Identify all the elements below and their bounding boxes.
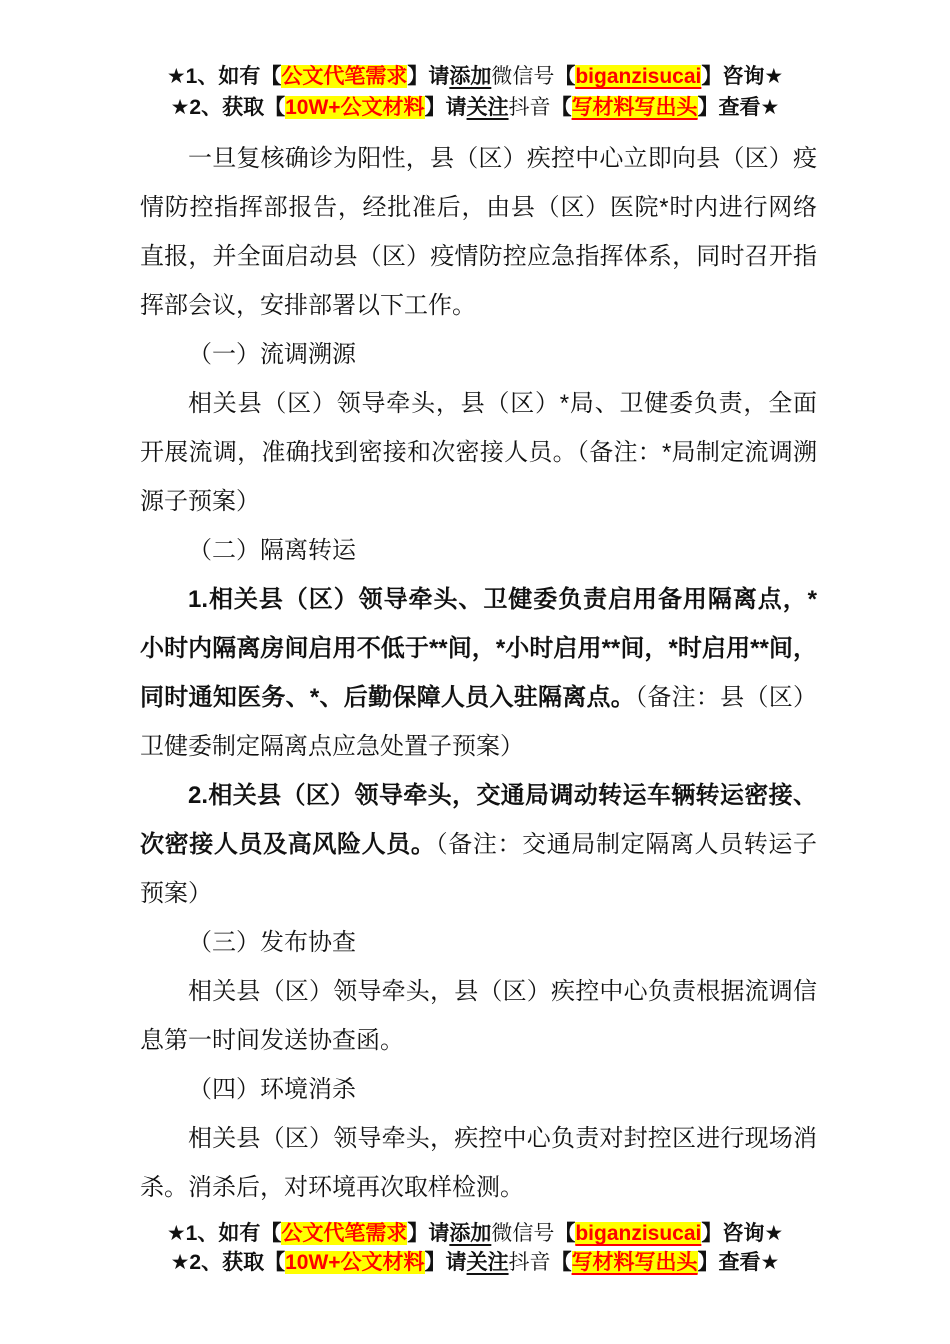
paragraph-section-1 <box>140 379 817 526</box>
text-run: 】请 <box>407 65 450 88</box>
text-run: 】请 <box>424 96 467 119</box>
text-run: 1.相关县（区）领导牵头、卫健委负责启用备用隔离点，*小时内隔离房间启用不低于**间，*小时启用**间，*时启用**间，同时通知医务、*、后勤保障人员入驻隔离点。 <box>140 586 817 711</box>
text-run: 关注 <box>466 96 509 119</box>
text-run: 10W+公文材料 <box>285 96 425 119</box>
text-run: biganzisucai <box>575 65 702 88</box>
text-run: ★2、获取【 <box>170 1251 286 1274</box>
text-run: 】查看★ <box>697 1251 780 1274</box>
text-run: 【 <box>550 1251 572 1274</box>
text-run: 添加 <box>449 1222 492 1245</box>
text-run: 公文代笔需求 <box>281 1222 408 1245</box>
banner-line <box>0 1248 950 1277</box>
text-run: 公文代笔需求 <box>281 65 408 88</box>
text-run: 2.相关县（区）领导牵头，交通局调动转运车辆转运密接、次密接人员及高风险人员。 <box>140 782 817 858</box>
text-run: 微信号 <box>491 1222 555 1245</box>
text-run: 一旦复核确诊为阳性，县（区）疾控中心立即向县（区）疫情防控指挥部报告，经批准后，由县（区）医院*时内进行网络直报，并全面启动县（区）疫情防控应急指挥体系，同时召开指挥部会议，安排部署以下工作。 <box>140 145 817 319</box>
text-run: （一）流调溯源 <box>188 341 356 368</box>
heading-section-2 <box>140 526 817 575</box>
text-run: 【 <box>554 65 576 88</box>
text-run: ★1、如有【 <box>166 65 282 88</box>
heading-section-3 <box>140 918 817 967</box>
text-run: ★2、获取【 <box>170 96 286 119</box>
text-run: 添加 <box>449 65 492 88</box>
text-run: （备注：县（区）卫健委制定隔离点应急处置子预案） <box>140 684 818 760</box>
banner-line <box>0 92 950 123</box>
paragraph-section-4 <box>140 1114 817 1212</box>
text-run: 相关县（区）领导牵头，县（区）疾控中心负责根据流调信息第一时间发送协查函。 <box>140 978 817 1054</box>
paragraph-intro <box>140 134 817 330</box>
text-run: 微信号 <box>491 65 555 88</box>
text-run: 【 <box>550 96 572 119</box>
text-run: 抖音 <box>508 96 551 119</box>
text-run: 关注 <box>466 1251 509 1274</box>
paragraph-section-2-item-2 <box>140 771 817 918</box>
text-run: 写材料写出头 <box>571 1251 698 1274</box>
text-run: 【 <box>554 1222 576 1245</box>
text-run: 】请 <box>424 1251 467 1274</box>
heading-section-4 <box>140 1065 817 1114</box>
text-run: （二）隔离转运 <box>188 537 356 564</box>
text-run: （三）发布协查 <box>188 929 356 956</box>
text-run: 10W+公文材料 <box>285 1251 425 1274</box>
text-run: 相关县（区）领导牵头，县（区）*局、卫健委负责，全面开展流调，准确找到密接和次密接人员。（备注：*局制定流调溯源子预案） <box>140 390 817 515</box>
text-run: 】咨询★ <box>701 65 784 88</box>
text-run: 相关县（区）领导牵头，疾控中心负责对封控区进行现场消杀。消杀后，对环境再次取样检测。 <box>140 1125 817 1201</box>
promo-banner-bottom <box>0 1219 950 1277</box>
text-run: 】咨询★ <box>701 1222 784 1245</box>
paragraph-section-2-item-1 <box>140 575 817 771</box>
text-run: 写材料写出头 <box>571 96 698 119</box>
banner-line <box>0 61 950 92</box>
text-run: 】请 <box>407 1222 450 1245</box>
heading-section-1 <box>140 330 817 379</box>
text-run: （四）环境消杀 <box>188 1076 356 1103</box>
document-body <box>0 134 950 1212</box>
banner-line <box>0 1219 950 1248</box>
promo-banner-top <box>0 0 950 123</box>
text-run: biganzisucai <box>575 1222 702 1245</box>
paragraph-section-3 <box>140 967 817 1065</box>
text-run: 】查看★ <box>697 96 780 119</box>
text-run: ★1、如有【 <box>166 1222 282 1245</box>
text-run: 抖音 <box>508 1251 551 1274</box>
text-run: （备注：交通局制定隔离人员转运子预案） <box>140 831 818 907</box>
